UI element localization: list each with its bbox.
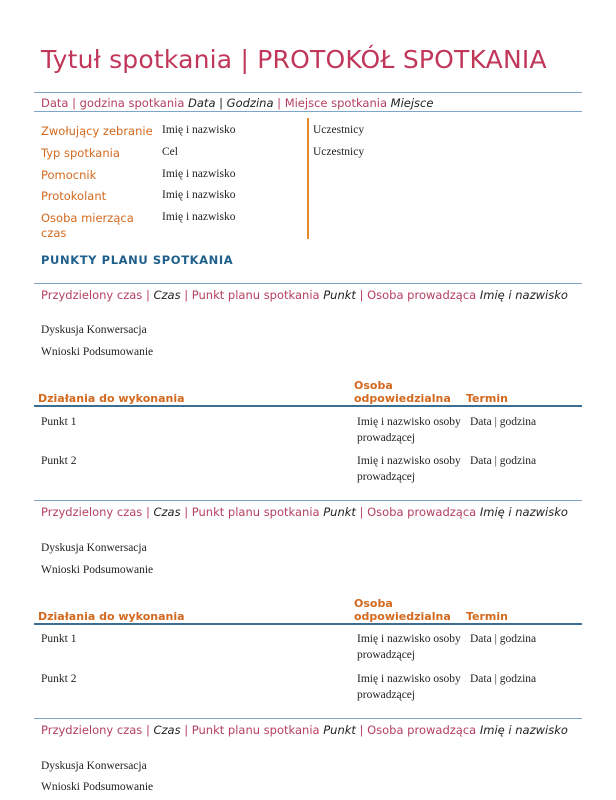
item-value[interactable]: Punkt <box>323 288 356 302</box>
action-due[interactable]: Data | godzina <box>470 633 537 645</box>
item-value[interactable]: Punkt <box>323 723 356 737</box>
action-item[interactable]: Punkt 1 <box>41 633 77 645</box>
conclusions-text[interactable]: Wnioski Podsumowanie <box>41 781 154 793</box>
time-value[interactable]: Czas <box>153 505 181 519</box>
title-divider <box>34 92 582 93</box>
conclusions-text[interactable]: Wnioski Podsumowanie <box>41 564 154 576</box>
discussion-text[interactable]: Dyskusja Konwersacja <box>41 760 147 772</box>
owner-col-header: Osoba odpowiedzialna <box>354 379 451 405</box>
item-value[interactable]: Punkt <box>323 505 356 519</box>
action-owner[interactable]: Imię i nazwisko osoby prowadzącej <box>357 633 461 661</box>
time-label: Przydzielony czas <box>41 723 143 737</box>
agenda-item-header: Przydzielony czas | Czas | Punkt planu spotkania Punkt | Osoba prowadząca Imię i nazwisko <box>41 288 568 302</box>
conclusions-text[interactable]: Wnioski Podsumowanie <box>41 346 154 358</box>
time-label: Przydzielony czas <box>41 288 143 302</box>
date-label: Data | godzina spotkania <box>41 96 185 110</box>
detail-label-facilitator: Pomocnik <box>41 168 97 182</box>
lead-label: Osoba prowadząca <box>367 288 477 302</box>
detail-value-note-taker[interactable]: Imię i nazwisko <box>162 189 236 201</box>
meta-separator: | <box>277 96 282 110</box>
agenda-divider <box>34 500 582 501</box>
agenda-divider <box>34 718 582 719</box>
action-owner[interactable]: Imię i nazwisko osoby prowadzącej <box>357 673 461 701</box>
lead-value[interactable]: Imię i nazwisko <box>479 723 568 737</box>
discussion-text[interactable]: Dyskusja Konwersacja <box>41 542 147 554</box>
table-header-rule <box>34 405 582 407</box>
meta-divider <box>34 111 582 112</box>
detail-value-timekeeper[interactable]: Imię i nazwisko <box>162 211 236 223</box>
lead-value[interactable]: Imię i nazwisko <box>479 505 568 519</box>
page-title: Tytuł spotkania | PROTOKÓŁ SPOTKANIA <box>41 45 547 74</box>
action-owner[interactable]: Imię i nazwisko osoby prowadzącej <box>357 416 461 444</box>
attendees-item[interactable]: Uczestnicy <box>313 124 365 136</box>
due-col-header: Termin <box>466 610 508 623</box>
detail-value-meeting-type[interactable]: Cel <box>162 146 178 158</box>
action-item[interactable]: Punkt 1 <box>41 416 77 428</box>
action-owner[interactable]: Imię i nazwisko osoby prowadzącej <box>357 455 461 483</box>
detail-value-organizer[interactable]: Imię i nazwisko <box>162 124 236 136</box>
agenda-divider <box>34 283 582 284</box>
date-value[interactable]: Data | Godzina <box>188 96 274 110</box>
lead-label: Osoba prowadząca <box>367 723 477 737</box>
place-value[interactable]: Miejsce <box>390 96 434 110</box>
agenda-item-header: Przydzielony czas | Czas | Punkt planu spotkania Punkt | Osoba prowadząca Imię i nazwisko <box>41 723 568 737</box>
time-value[interactable]: Czas <box>153 288 181 302</box>
action-due[interactable]: Data | godzina <box>470 416 537 428</box>
lead-label: Osoba prowadząca <box>367 505 477 519</box>
owner-col-header: Osoba odpowiedzialna <box>354 597 451 623</box>
detail-label-organizer: Zwołujący zebranie <box>41 124 153 138</box>
action-item[interactable]: Punkt 2 <box>41 673 77 685</box>
action-item[interactable]: Punkt 2 <box>41 455 77 467</box>
action-due[interactable]: Data | godzina <box>470 673 537 685</box>
detail-label-timekeeper: Osoba mierząca czas <box>41 211 134 240</box>
attendees-item[interactable]: Uczestnicy <box>313 146 365 158</box>
action-due[interactable]: Data | godzina <box>470 455 537 467</box>
item-label: Punkt planu spotkania <box>191 288 320 302</box>
place-label: Miejsce spotkania <box>284 96 387 110</box>
item-label: Punkt planu spotkania <box>191 505 320 519</box>
agenda-item-header: Przydzielony czas | Czas | Punkt planu spotkania Punkt | Osoba prowadząca Imię i nazwisko <box>41 505 568 519</box>
actions-col-header: Działania do wykonania <box>38 610 185 623</box>
table-header-rule <box>34 623 582 625</box>
time-value[interactable]: Czas <box>153 723 181 737</box>
details-divider <box>307 118 309 239</box>
actions-col-header: Działania do wykonania <box>38 392 185 405</box>
item-label: Punkt planu spotkania <box>191 723 320 737</box>
agenda-section-title: PUNKTY PLANU SPOTKANIA <box>41 253 234 267</box>
time-label: Przydzielony czas <box>41 505 143 519</box>
detail-value-facilitator[interactable]: Imię i nazwisko <box>162 168 236 180</box>
detail-label-note-taker: Protokolant <box>41 189 107 203</box>
discussion-text[interactable]: Dyskusja Konwersacja <box>41 324 147 336</box>
lead-value[interactable]: Imię i nazwisko <box>479 288 568 302</box>
detail-label-meeting-type: Typ spotkania <box>41 146 120 160</box>
due-col-header: Termin <box>466 392 508 405</box>
meeting-meta <box>41 96 433 110</box>
